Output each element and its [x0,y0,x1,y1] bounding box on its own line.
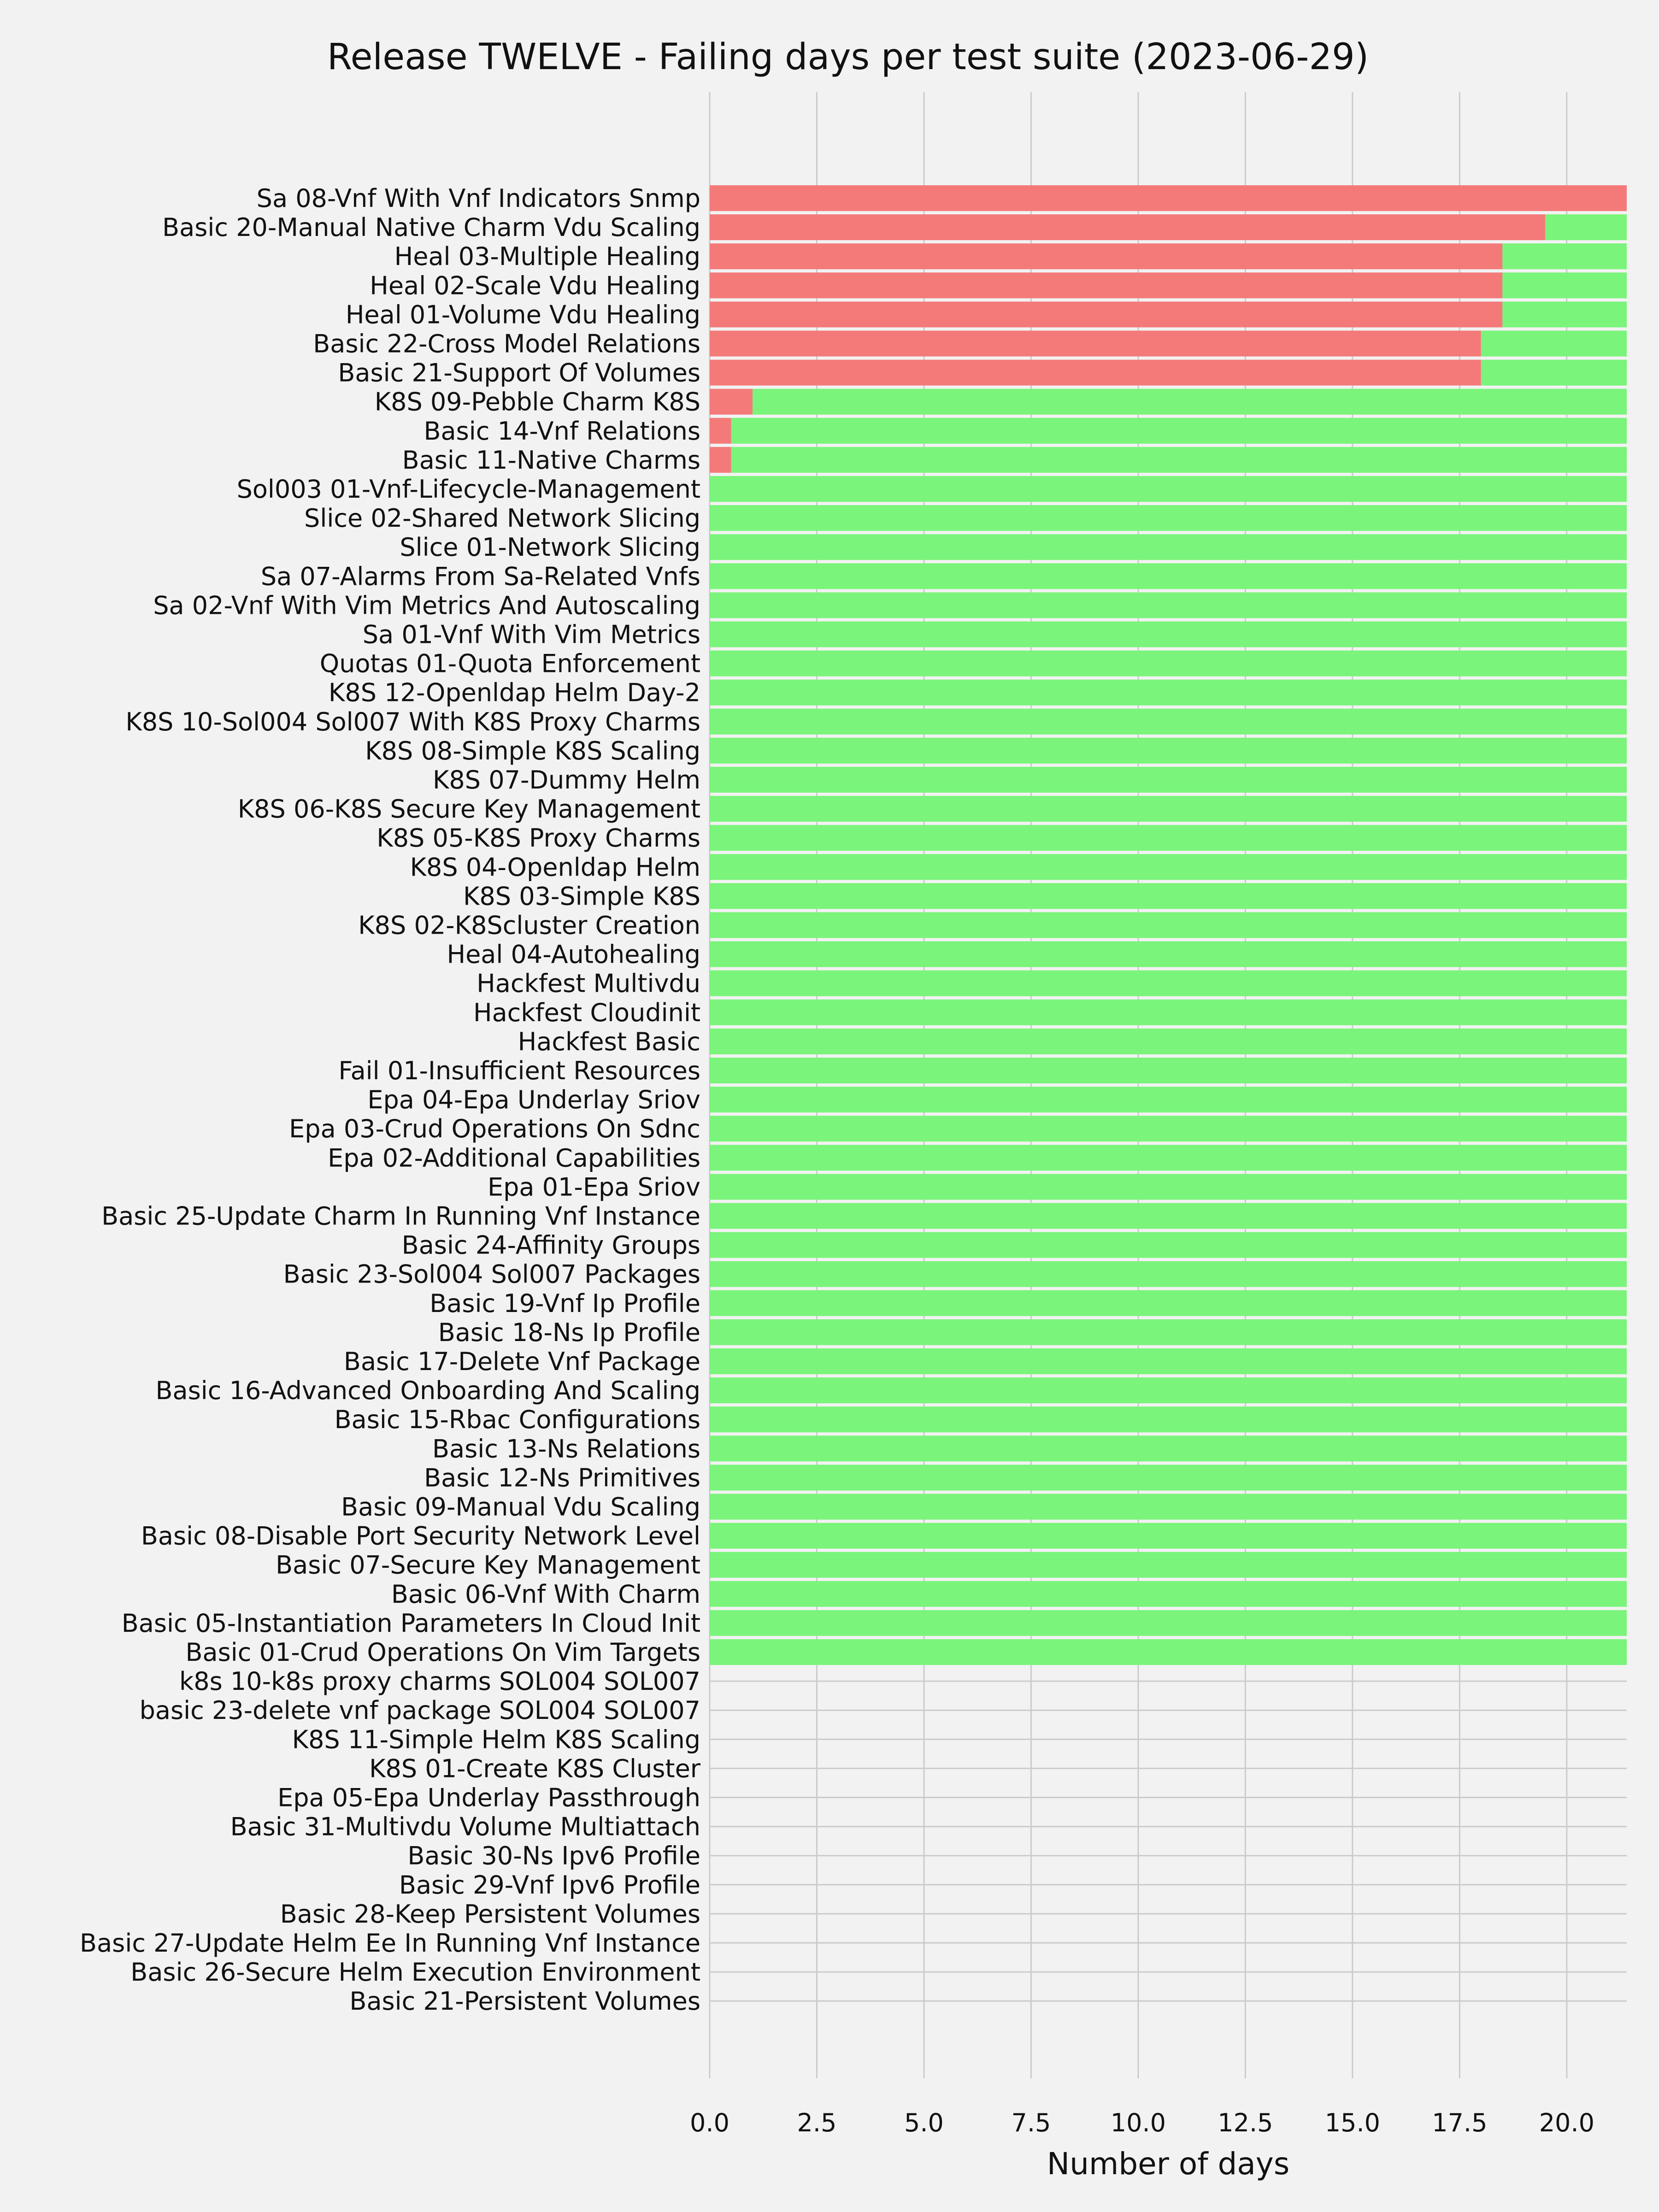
category-label: Sa 02-Vnf With Vim Metrics And Autoscaling [153,591,700,620]
bar-pass [710,680,1627,706]
category-label: Basic 16-Advanced Onboarding And Scaling [155,1376,700,1406]
category-label: Fail 01-Insufficient Resources [338,1056,700,1085]
bar-fail [710,214,1545,240]
bar-fail [710,331,1481,357]
x-tick-label: 0.0 [690,2108,729,2137]
bar-pass [1502,243,1627,269]
bar-pass [731,447,1627,473]
category-label: Basic 09-Manual Vdu Scaling [341,1492,700,1522]
category-label: Epa 03-Crud Operations On Sdnc [289,1114,700,1144]
category-label: Basic 21-Persistent Volumes [349,1987,700,2016]
x-tick-label: 20.0 [1539,2108,1594,2137]
bar-pass [710,1232,1627,1258]
x-tick-label: 10.0 [1110,2108,1166,2137]
bar-pass [710,854,1627,880]
bar-pass [710,1116,1627,1141]
bar-pass [710,534,1627,560]
category-label: Heal 02-Scale Vdu Healing [370,271,700,300]
bar-pass [710,1145,1627,1171]
category-label: Basic 07-Secure Key Management [276,1550,700,1580]
bar-pass [710,738,1627,764]
bar-pass [710,476,1627,502]
bar-pass [753,389,1627,415]
bar-fail [710,301,1502,327]
bar-pass [1481,331,1627,357]
category-label: Basic 12-Ns Primitives [424,1463,700,1493]
category-label: Basic 31-Multivdu Volume Multiattach [230,1812,700,1841]
category-label: K8S 03-Simple K8S [463,882,700,911]
category-label: Sa 01-Vnf With Vim Metrics [362,620,700,649]
category-label: Basic 08-Disable Port Security Network Level [141,1521,700,1551]
category-label: K8S 09-Pebble Charm K8S [374,387,700,417]
bar-pass [710,622,1627,647]
bar-pass [710,1087,1627,1112]
bar-pass [710,767,1627,793]
x-tick-label: 15.0 [1324,2108,1380,2137]
category-label: Quotas 01-Quota Enforcement [319,649,700,678]
bar-pass [710,1058,1627,1083]
x-tick-label: 2.5 [797,2108,837,2137]
bar-pass [710,1203,1627,1229]
bar-pass [710,651,1627,677]
category-label: Basic 28-Keep Persistent Volumes [280,1899,700,1929]
category-label: Slice 01-Network Slicing [400,533,700,562]
bar-pass [710,1435,1627,1461]
category-label: k8s 10-k8s proxy charms SOL004 SOL007 [179,1667,700,1696]
bar-fail [710,243,1502,269]
category-label: Epa 05-Epa Underlay Passthrough [277,1783,700,1812]
category-label: Basic 20-Manual Native Charm Vdu Scaling [162,213,700,242]
bar-pass [710,1377,1627,1403]
x-tick-labels [690,2108,1594,2137]
category-label: Hackfest Cloudinit [473,998,700,1027]
category-label: Hackfest Multivdu [477,969,700,998]
category-label: basic 23-delete vnf package SOL004 SOL007 [139,1696,700,1725]
category-label: Epa 04-Epa Underlay Sriov [367,1085,700,1115]
bar-pass [710,796,1627,822]
chart-title: Release TWELVE - Failing days per test suite (2023-06-29) [327,36,1369,78]
bar-pass [710,1029,1627,1054]
category-label: K8S 02-K8Scluster Creation [358,911,700,940]
bar-pass [710,1290,1627,1316]
category-label: Heal 01-Volume Vdu Healing [345,300,700,329]
category-label: Basic 27-Update Helm Ee In Running Vnf Instance [80,1929,700,1958]
category-label: Sa 07-Alarms From Sa-Related Vnfs [260,562,700,591]
bar-pass [710,1465,1627,1490]
bar-pass [1545,214,1627,240]
category-label: K8S 11-Simple Helm K8S Scaling [292,1725,700,1754]
bar-pass [710,1494,1627,1520]
category-label: Basic 23-Sol004 Sol007 Packages [283,1259,700,1289]
category-label: K8S 05-K8S Proxy Charms [377,824,700,853]
category-label: Basic 14-Vnf Relations [424,416,700,446]
bar-pass [710,1000,1627,1025]
category-label: Basic 06-Vnf With Charm [391,1579,700,1609]
bar-fail [710,447,731,473]
x-tick-label: 17.5 [1432,2108,1488,2137]
category-label: Basic 25-Update Charm In Running Vnf Instance [101,1201,700,1231]
bar-pass [710,912,1627,938]
bar-pass [710,971,1627,996]
category-label: Basic 11-Native Charms [402,445,700,475]
category-label: K8S 12-Openldap Helm Day-2 [328,678,700,707]
bar-pass [710,883,1627,909]
category-label: Basic 15-Rbac Configurations [334,1405,700,1435]
category-label: Hackfest Basic [518,1027,700,1056]
bar-pass [710,1639,1627,1665]
bar-pass [710,1261,1627,1287]
category-label: K8S 01-Create K8S Cluster [369,1754,700,1783]
category-label: Sa 08-Vnf With Vnf Indicators Snmp [256,184,700,213]
bar-fail [710,360,1481,386]
bar-pass [710,1523,1627,1549]
category-label: K8S 08-Simple K8S Scaling [365,736,700,765]
bar-pass [1502,272,1627,298]
category-label: Basic 26-Secure Helm Execution Environment [130,1958,700,1987]
bar-pass [710,1348,1627,1374]
bar-pass [710,1174,1627,1200]
category-label: Basic 17-Delete Vnf Package [343,1347,700,1376]
category-label: Heal 04-Autohealing [447,940,700,969]
bar-pass [710,1319,1627,1345]
bar-pass [1502,301,1627,327]
category-label: Basic 29-Vnf Ipv6 Profile [399,1870,700,1900]
bar-pass [710,825,1627,851]
category-label: Basic 24-Affinity Groups [401,1230,700,1260]
bar-pass [710,1406,1627,1432]
bar-pass [710,709,1627,735]
bar-fail [710,418,731,444]
category-label: Epa 01-Epa Sriov [488,1172,700,1202]
category-label: Basic 18-Ns Ip Profile [438,1318,700,1347]
bar-fail [710,185,1627,211]
category-label: Basic 13-Ns Relations [432,1434,700,1464]
bar-pass [1481,360,1627,386]
category-label: Basic 21-Support Of Volumes [338,358,700,388]
category-label: Sol003 01-Vnf-Lifecycle-Management [236,475,700,504]
category-label: Basic 19-Vnf Ip Profile [429,1288,700,1318]
category-label: Basic 01-Crud Operations On Vim Targets [185,1638,700,1667]
x-tick-label: 5.0 [904,2108,944,2137]
x-axis-label: Number of days [1047,2146,1290,2182]
x-tick-label: 7.5 [1011,2108,1051,2137]
category-label: Basic 05-Instantiation Parameters In Cloud Init [121,1608,700,1638]
bar-pass [710,505,1627,531]
category-label: Basic 30-Ns Ipv6 Profile [407,1841,700,1871]
bar-pass [710,1552,1627,1578]
category-label: Heal 03-Multiple Healing [394,242,700,271]
bar-pass [710,1581,1627,1607]
bar-fail [710,389,753,415]
bar-fail [710,272,1502,298]
category-label: K8S 10-Sol004 Sol007 With K8S Proxy Charms [125,707,700,736]
category-label: K8S 04-Openldap Helm [410,853,700,882]
category-label: K8S 06-K8S Secure Key Management [237,794,700,824]
bars [710,185,1627,1665]
bar-pass [710,592,1627,618]
bar-pass [710,941,1627,967]
category-label: Epa 02-Additional Capabilities [328,1143,700,1173]
category-label: Slice 02-Shared Network Slicing [304,504,700,533]
category-label: K8S 07-Dummy Helm [433,765,700,794]
bar-pass [731,418,1627,444]
bar-pass [710,563,1627,589]
x-tick-label: 12.5 [1218,2108,1273,2137]
bar-pass [710,1610,1627,1636]
category-label: Basic 22-Cross Model Relations [313,329,700,359]
